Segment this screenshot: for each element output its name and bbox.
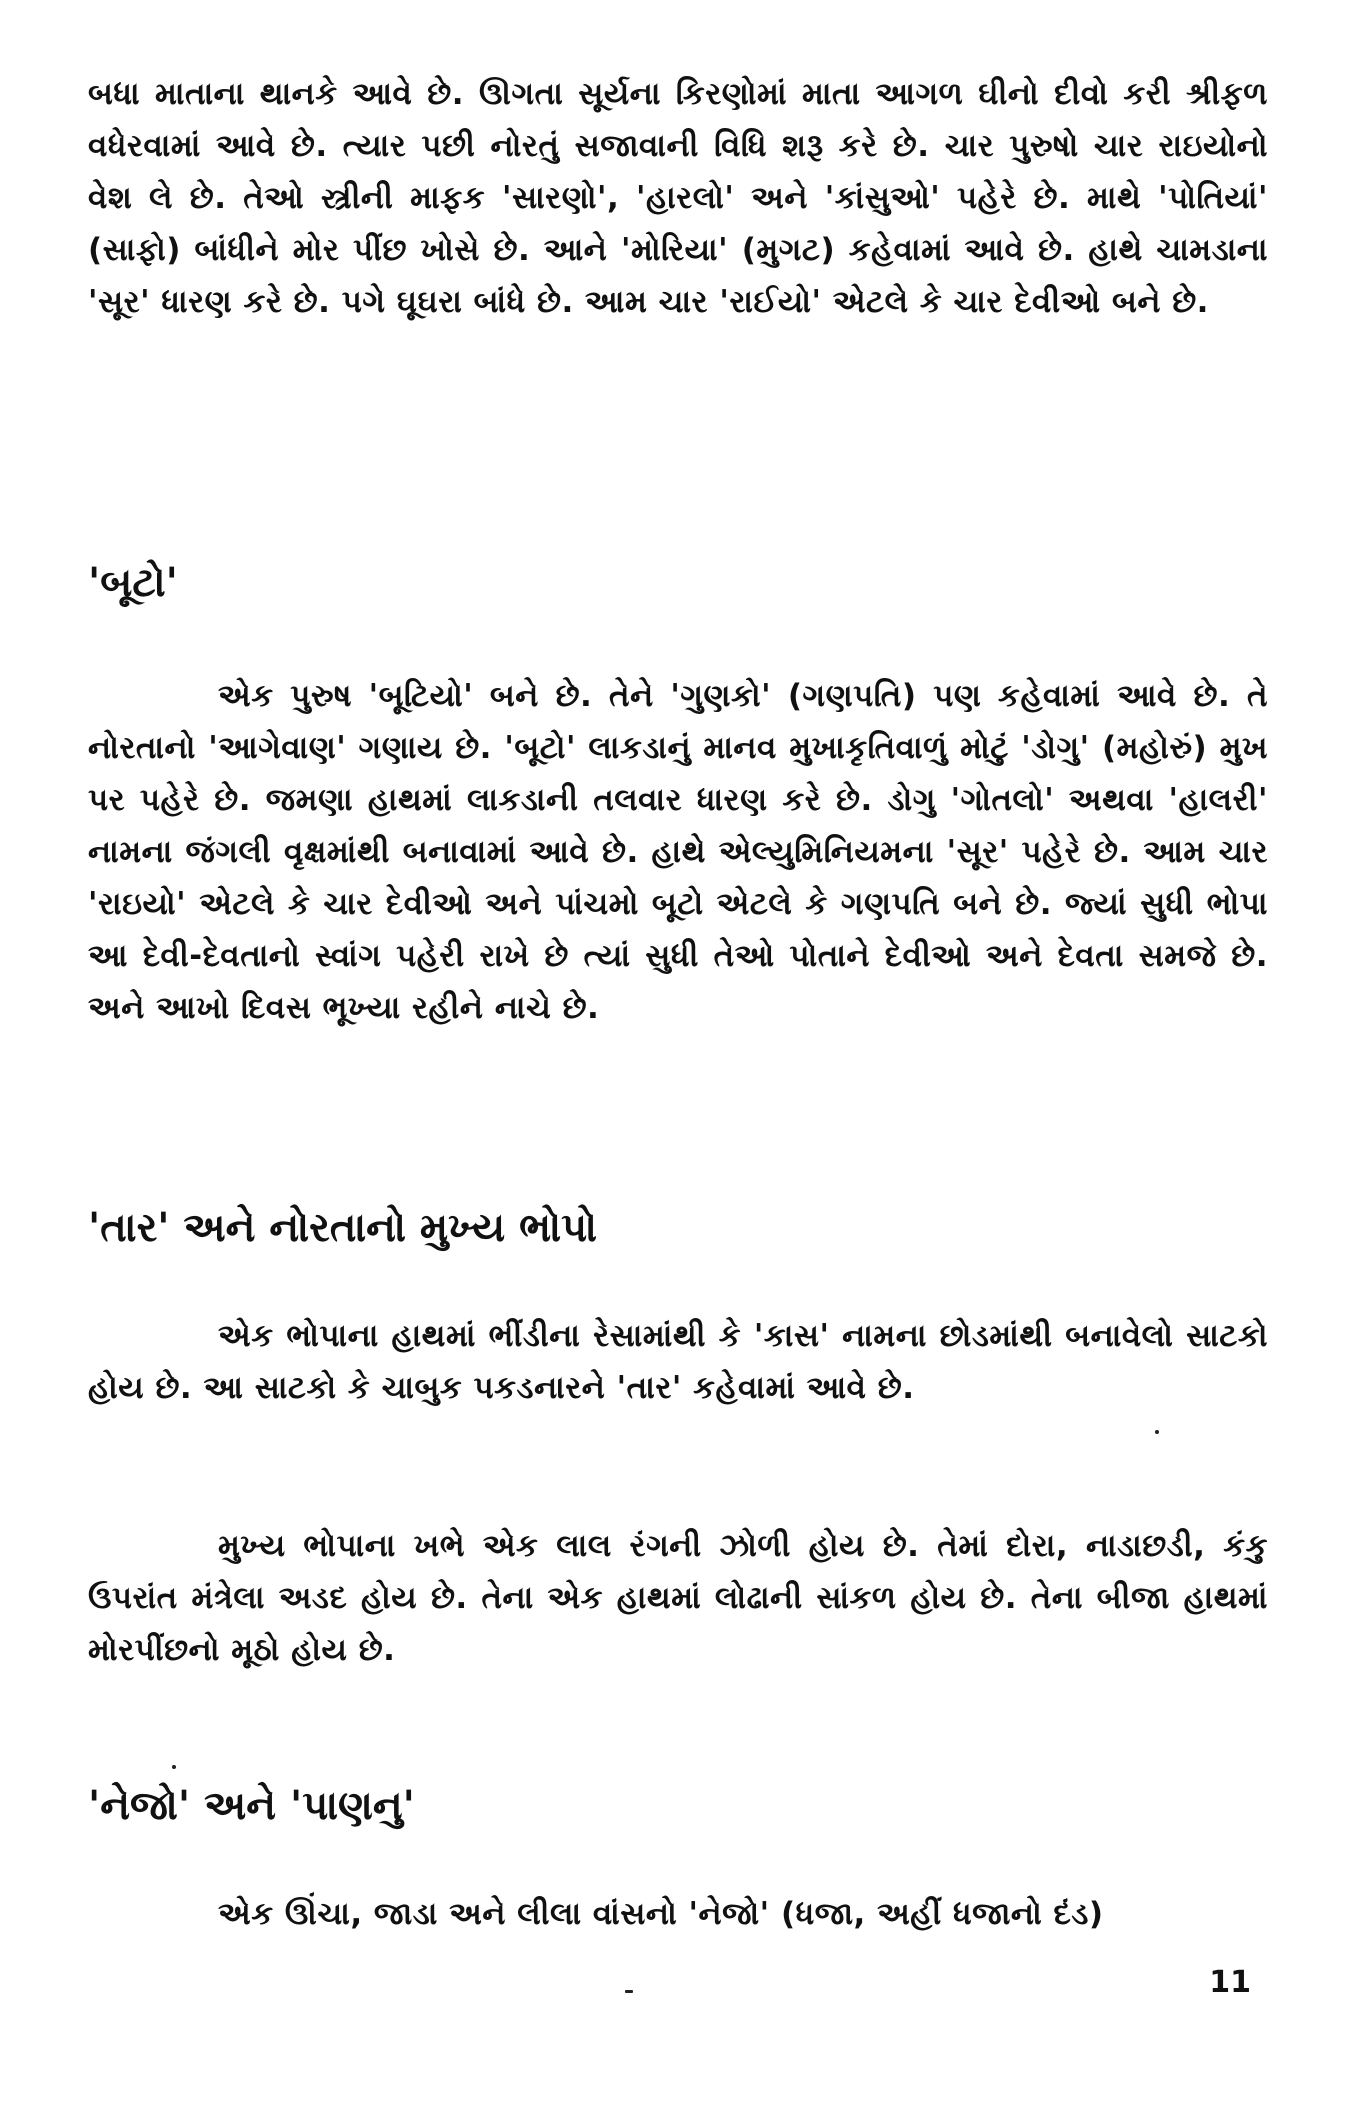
taar-paragraph: એક ભોપાના હાથમાં ભીંડીના રેસામાંથી કે 'કાસ' નામના છોડમાંથી બનાવેલો સાટકો હોય છે. આ સાટકો કે ચાબુક પકડનારને 'તાર' કહેવામાં આવે છે. (88, 1318, 1268, 1406)
print-speck (172, 1765, 176, 1769)
print-speck (625, 1990, 633, 1993)
heading-taar: 'તાર' અને નોરતાનો મુખ્ય ભોપો (88, 1205, 598, 1251)
nejo-paragraph: એક ઊંચા, જાડા અને લીલા વાંસનો 'નેજો' (ધજા, અહીં ધજાનો દંડ) (218, 1896, 1104, 1932)
buto-paragraph: એક પુરુષ 'બૂટિયો' બને છે. તેને 'ગુણકો' (ગણપતિ) પણ કહેવામાં આવે છે. તે નોરતાનો 'આગેવાણ' ગણાય છે. 'બૂટો' લાકડાનું માનવ મુખાકૃતિવાળું મોટું 'ડોગુ' (મહોરું) મુખ પર પહેરે છે. જમણા હાથમાં લાકડાની તલવાર ધારણ કરે છે. ડોગુ 'ગોતલો' અથવા 'હાલરી' નામના જંગલી વૃક્ષમાંથી બનાવામાં આવે છે. હાથે એલ્યુમિનિયમના 'સૂર' પહેરે છે. આમ ચાર 'રાઇયો' એટલે કે ચાર દેવીઓ અને પાંચમો બૂટો એટલે કે ગણપતિ બને છે. જ્યાં સુધી ભોપા આ દેવી-દેવતાનો સ્વાંગ પહેરી રાખે છે ત્યાં સુધી તેઓ પોતાને દેવીઓ અને દેવતા સમજે છે. અને આખો દિવસ ભૂખ્યા રહીને નાચે છે. (88, 678, 1268, 1026)
intro-paragraph: બધા માતાના થાનકે આવે છે. ઊગતા સૂર્યના કિરણોમાં માતા આગળ ઘીનો દીવો કરી શ્રીફળ વધેરવામાં આવે છે. ત્યાર પછી નોરતું સજાવાની વિધિ શરૂ કરે છે. ચાર પુરુષો ચાર રાઇયોનો વેશ લે છે. તેઓ સ્ત્રીની માફક 'સારણો', 'હારલો' અને 'કાંસુઓ' પહેરે છે. માથે 'પોતિયાં' (સાફો) બાંધીને મોર પીંછ ખોસે છે. આને 'મોરિયા' (મુગટ) કહેવામાં આવે છે. હાથે ચામડાના 'સૂર' ધારણ કરે છે. પગે ઘૂઘરા બાંધે છે. આમ ચાર 'રાઈયો' એટલે કે ચાર દેવીઓ બને છે. (88, 76, 1268, 320)
jholi-paragraph: મુખ્ય ભોપાના ખભે એક લાલ રંગની ઝોળી હોય છે. તેમાં દોરા, નાડાછડી, કંકુ ઉપરાંત મંત્રેલા અડદ હોય છે. તેના એક હાથમાં લોઢાની સાંકળ હોય છે. તેના બીજા હાથમાં મોરપીંછનો મૂઠો હોય છે. (88, 1528, 1268, 1668)
print-speck (1155, 1430, 1159, 1434)
page-number: 11 (1209, 1965, 1251, 2000)
heading-buto: 'બૂટો' (88, 560, 178, 606)
heading-nejo: 'નેજો' અને 'પાણનુ' (88, 1783, 415, 1829)
